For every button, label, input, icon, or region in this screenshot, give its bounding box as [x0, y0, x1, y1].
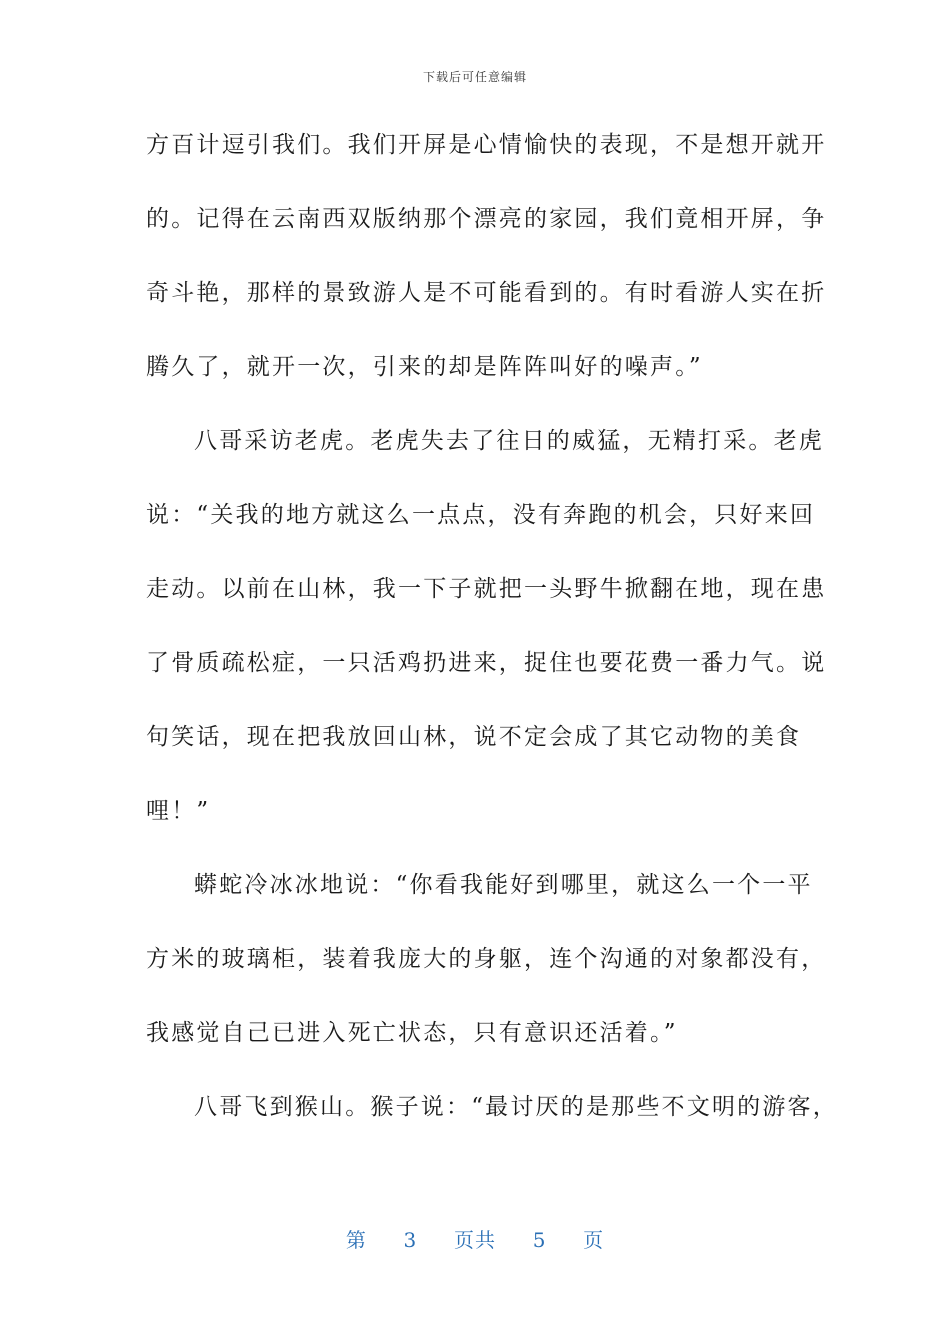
text-line: 了骨质疏松症，一只活鸡扔进来，捉住也要花费一番力气。说 [146, 650, 827, 676]
text-line: 腾久了，就开一次，引来的却是阵阵叫好的噪声。” [146, 354, 703, 380]
text-line: 方米的玻璃柜，装着我庞大的身躯，连个沟通的对象都没有， [146, 946, 827, 972]
page-label-prefix: 第 [345, 1228, 367, 1252]
total-pages-number: 5 [532, 1228, 547, 1252]
text-line: 句笑话，现在把我放回山林，说不定会成了其它动物的美食 [146, 724, 802, 750]
text-line: 走动。以前在山林，我一下子就把一头野牛掀翻在地，现在患 [146, 576, 827, 602]
text-line: 八哥飞到猴山。猴子说：“最讨厌的是那些不文明的游客， [194, 1094, 838, 1120]
text-line: 的。记得在云南西双版纳那个漂亮的家园，我们竟相开屏，争 [146, 206, 827, 232]
page-footer [0, 1224, 950, 1253]
text-line: 蟒蛇冷冰冰地说：“你看我能好到哪里，就这么一个一平 [194, 872, 813, 898]
text-line: 奇斗艳，那样的景致游人是不可能看到的。有时看游人实在折 [146, 280, 827, 306]
text-line: 我感觉自己已进入死亡状态，只有意识还活着。” [146, 1020, 678, 1046]
current-page-number: 3 [403, 1228, 418, 1252]
text-line: 哩！” [146, 798, 211, 824]
text-line: 方百计逗引我们。我们开屏是心情愉快的表现，不是想开就开 [146, 132, 827, 158]
page-label-suffix: 页 [583, 1228, 605, 1252]
header-note: 下载后可任意编辑 [422, 70, 527, 84]
text-line: 说：“关我的地方就这么一点点，没有奔跑的机会，只好来回 [146, 502, 816, 528]
text-line: 八哥采访老虎。老虎失去了往日的威猛，无精打采。老虎 [194, 428, 824, 454]
document-body [146, 118, 838, 1154]
page-label-mid: 页共 [454, 1228, 496, 1252]
